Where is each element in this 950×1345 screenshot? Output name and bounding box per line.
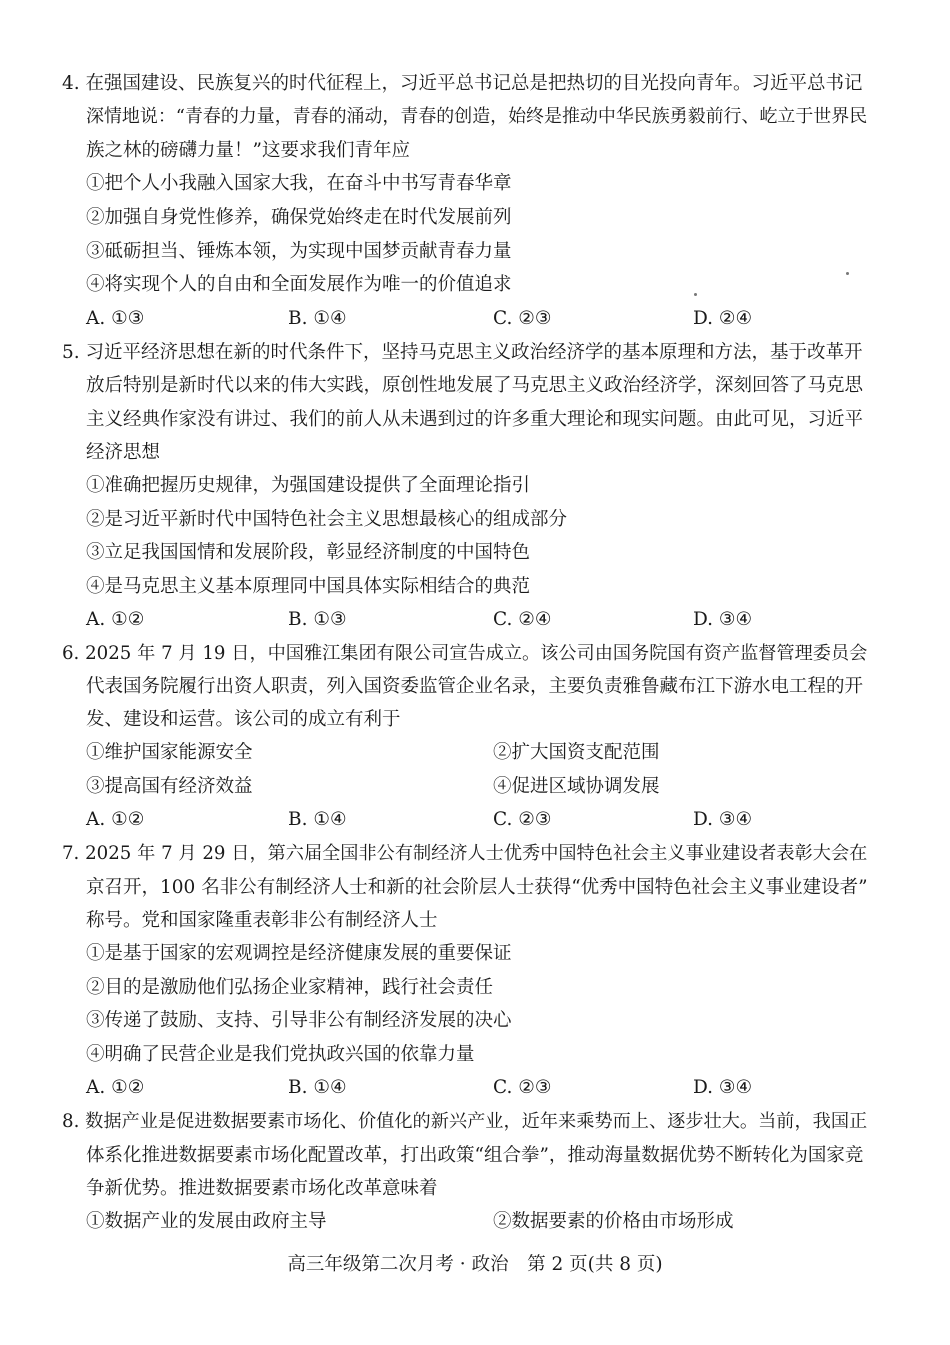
question-6-line-2: 代表国务院履行出资人职责，列入国资委监管企业名录，主要负责雅鲁藏布江下游水电工程的开 (86, 676, 864, 697)
question-6-choice-b: B. ①④ (288, 809, 347, 830)
question-4-choice-a: A. ①③ (86, 308, 145, 329)
question-6-choice-a: A. ①② (86, 809, 145, 830)
question-5-option-3: ③立足我国国情和发展阶段，彰显经济制度的中国特色 (86, 542, 531, 563)
question-8-line-2: 体系化推进数据要素市场化配置改革，打出政策“组合拳”，推动海量数据优势不断转化为国家竞 (86, 1145, 864, 1166)
question-7-line-2: 京召开，100 名非公有制经济人士和新的社会阶层人士获得“优秀中国特色社会主义事业建设者” (86, 877, 868, 898)
question-4-choice-d: D. ②④ (693, 308, 753, 329)
question-7-line-3: 称号。党和国家隆重表彰非公有制经济人士 (86, 910, 438, 931)
question-7-choice-a: A. ①② (86, 1077, 145, 1098)
question-5-option-2: ②是习近平新时代中国特色社会主义思想最核心的组成部分 (86, 509, 568, 530)
question-6-option-2: ②扩大国资支配范围 (493, 742, 660, 763)
question-6-choice-d: D. ③④ (693, 809, 753, 830)
question-7-choice-c: C. ②③ (493, 1077, 552, 1098)
question-8-option-2: ②数据要素的价格由市场形成 (493, 1211, 734, 1232)
question-4-option-1: ①把个人小我融入国家大我，在奋斗中书写青春华章 (86, 173, 512, 194)
question-7-choice-b: B. ①④ (288, 1077, 347, 1098)
question-6-line-3: 发、建设和运营。该公司的成立有利于 (86, 709, 401, 730)
question-4-line-3: 族之林的磅礴力量！”这要求我们青年应 (86, 140, 410, 161)
question-4-option-3: ③砥砺担当、锤炼本领，为实现中国梦贡献青春力量 (86, 241, 512, 262)
question-4-choice-b: B. ①④ (288, 308, 347, 329)
question-5-option-4: ④是马克思主义基本原理同中国具体实际相结合的典范 (86, 576, 531, 597)
question-7-option-2: ②目的是激励他们弘扬企业家精神，践行社会责任 (86, 977, 494, 998)
question-4-line-2: 深情地说：“青春的力量，青春的涌动，青春的创造，始终是推动中华民族勇毅前行、屹立于世界民 (86, 106, 868, 127)
scan-speck (846, 272, 849, 275)
question-7-option-1: ①是基于国家的宏观调控是经济健康发展的重要保证 (86, 943, 512, 964)
question-5-option-1: ①准确把握历史规律，为强国建设提供了全面理论指引 (86, 475, 531, 496)
scan-speck (694, 293, 697, 296)
question-5-line-2: 放后特别是新时代以来的伟大实践，原创性地发展了马克思主义政治经济学，深刻回答了马克思 (86, 375, 864, 396)
question-6-option-3: ③提高国有经济效益 (86, 776, 253, 797)
question-7-option-3: ③传递了鼓励、支持、引导非公有制经济发展的决心 (86, 1010, 512, 1031)
question-7-line-1: 7. 2025 年 7 月 29 日，第六届全国非公有制经济人士优秀中国特色社会主义事业建设者表彰大会在 (62, 843, 868, 864)
question-5-choice-c: C. ②④ (493, 609, 552, 630)
question-4-option-4: ④将实现个人的自由和全面发展作为唯一的价值追求 (86, 274, 512, 295)
page-footer: 高三年级第二次月考 · 政治 第 2 页(共 8 页) (287, 1254, 663, 1275)
question-6-option-1: ①维护国家能源安全 (86, 742, 253, 763)
question-4-line-1: 4. 在强国建设、民族复兴的时代征程上，习近平总书记总是把热切的目光投向青年。习近平总书记 (62, 73, 863, 94)
question-8-line-3: 争新优势。推进数据要素市场化改革意味着 (86, 1178, 438, 1199)
question-7-choice-d: D. ③④ (693, 1077, 753, 1098)
question-8-option-1: ①数据产业的发展由政府主导 (86, 1211, 327, 1232)
question-8-line-1: 8. 数据产业是促进数据要素市场化、价值化的新兴产业，近年来乘势而上、逐步壮大。当前，我国正 (62, 1111, 868, 1132)
question-6-option-4: ④促进区域协调发展 (493, 776, 660, 797)
question-5-line-4: 经济思想 (86, 442, 161, 463)
question-5-choice-a: A. ①② (86, 609, 145, 630)
question-5-line-1: 5. 习近平经济思想在新的时代条件下，坚持马克思主义政治经济学的基本原理和方法，基于改革开 (62, 342, 863, 363)
question-6-choice-c: C. ②③ (493, 809, 552, 830)
question-7-option-4: ④明确了民营企业是我们党执政兴国的依靠力量 (86, 1044, 475, 1065)
question-5-choice-b: B. ①③ (288, 609, 347, 630)
question-5-choice-d: D. ③④ (693, 609, 753, 630)
question-4-choice-c: C. ②③ (493, 308, 552, 329)
question-4-option-2: ②加强自身党性修养，确保党始终走在时代发展前列 (86, 207, 512, 228)
question-5-line-3: 主义经典作家没有讲过、我们的前人从未遇到过的许多重大理论和现实问题。由此可见，习近平 (86, 409, 864, 430)
question-6-line-1: 6. 2025 年 7 月 19 日，中国雅江集团有限公司宣告成立。该公司由国务院国有资产监督管理委员会 (62, 643, 868, 664)
